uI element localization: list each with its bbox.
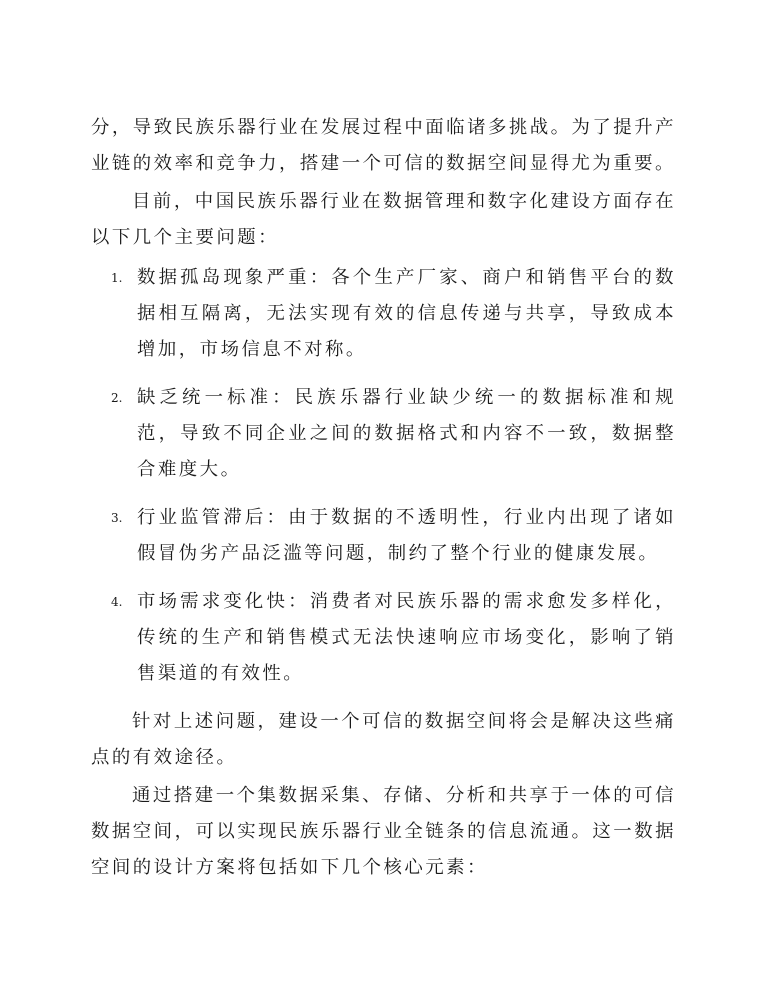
list-item (91, 500, 676, 572)
paragraph-intro-continued: 分，导致民族乐器行业在发展过程中面临诸多挑战。为了提升产业链的效率和竞争力，搭建一个可信的数据空间显得尤为重要。 (91, 117, 676, 174)
document-page (91, 110, 676, 886)
list-item-text: 缺乏统一标准：民族乐器行业缺少统一的数据标准和规范，导致不同企业之间的数据格式和内容不一致，数据整合难度大。 (137, 387, 676, 480)
paragraph-solution-summary: 针对上述问题，建设一个可信的数据空间将会是解决这些痛点的有效途径。 (91, 711, 676, 768)
paragraph-data-space-design: 通过搭建一个集数据采集、存储、分析和共享于一体的可信数据空间，可以实现民族乐器行业全链条的信息流通。这一数据空间的设计方案将包括如下几个核心元素： (91, 785, 676, 878)
problem-list (91, 260, 676, 692)
list-item-text: 数据孤岛现象严重：各个生产厂家、商户和销售平台的数据相互隔离，无法实现有效的信息传递与共享，导致成本增加，市场信息不对称。 (137, 267, 676, 360)
list-item (91, 584, 676, 692)
list-item-text: 市场需求变化快：消费者对民族乐器的需求愈发多样化，传统的生产和销售模式无法快速响应市场变化，影响了销售渠道的有效性。 (137, 591, 676, 684)
list-item (91, 260, 676, 368)
paragraph-problems-intro: 目前，中国民族乐器行业在数据管理和数字化建设方面存在以下几个主要问题： (91, 191, 676, 248)
list-item (91, 380, 676, 488)
list-item-number: 1. (111, 271, 123, 285)
list-item-number: 4. (111, 595, 123, 609)
list-item-text: 行业监管滞后：由于数据的不透明性，行业内出现了诸如假冒伪劣产品泛滥等问题，制约了整个行业的健康发展。 (137, 507, 676, 564)
list-item-number: 3. (111, 511, 123, 525)
list-item-number: 2. (111, 391, 123, 405)
